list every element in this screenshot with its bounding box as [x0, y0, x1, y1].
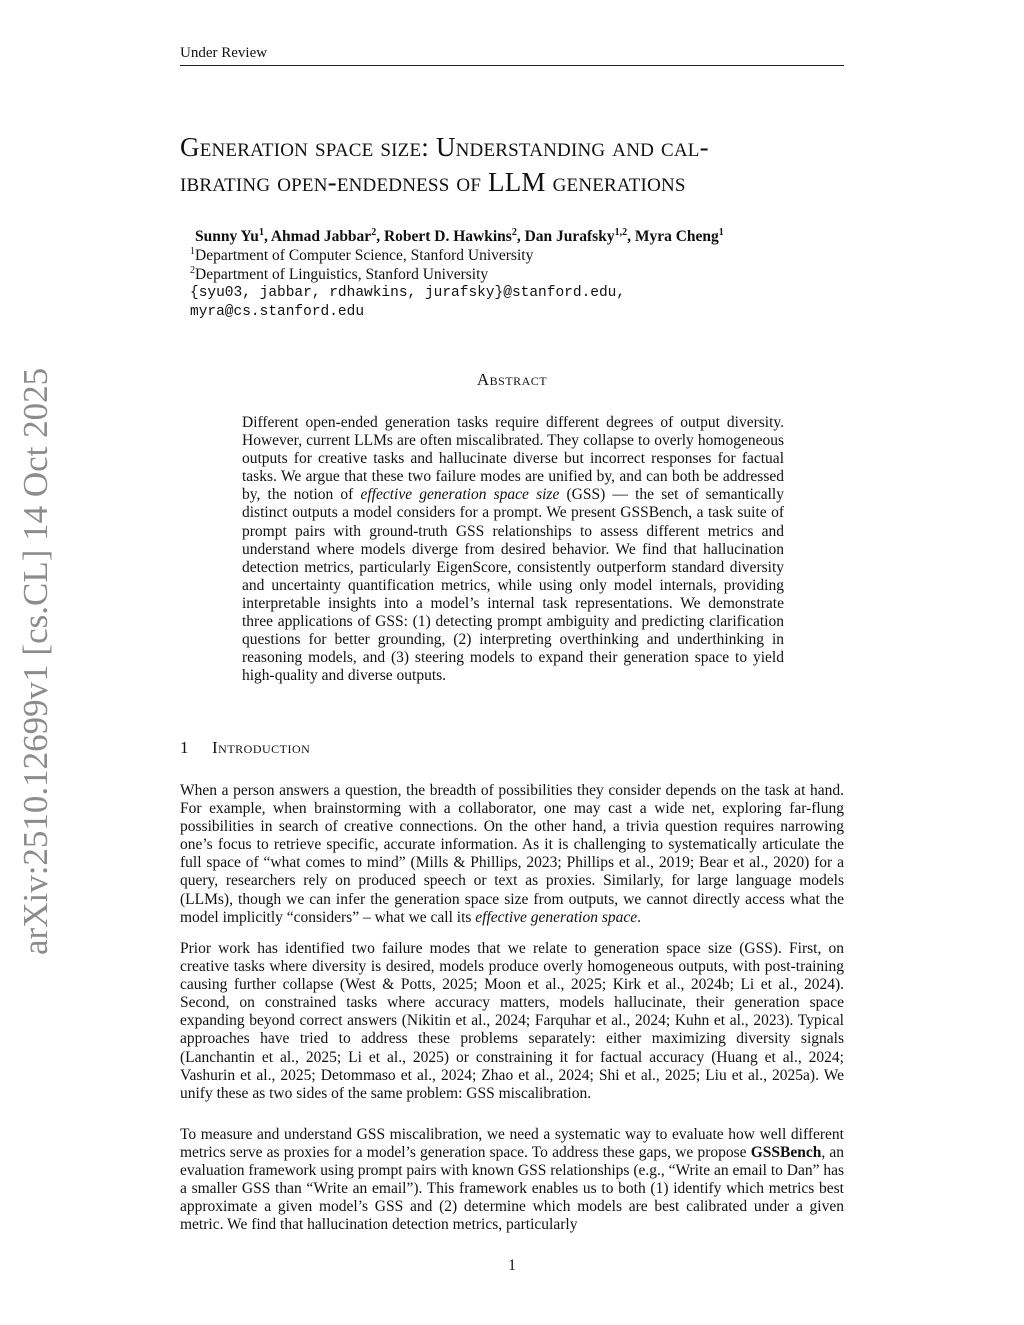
- author-name: Dan Jurafsky: [524, 228, 615, 245]
- abstract-text-part: Different open-ended generation tasks require different degrees of output diversity. However, current LLMs are often miscalibrated. They collapse to overly homogeneous outputs for creative tasks and hallucinate diverse but incorrect responses for factual tasks. We argue that these two failure modes are unified by, and can both be addressed by, the notion of: [242, 414, 784, 504]
- author-block: [190, 227, 850, 322]
- section-title: Introduction: [212, 738, 311, 757]
- author-affiliation-mark: 2: [511, 226, 517, 238]
- running-header: Under Review: [180, 44, 844, 66]
- author-name: Sunny Yu: [195, 228, 259, 245]
- section-number: 1: [180, 738, 189, 757]
- paper-title: [180, 130, 860, 200]
- abstract-text-part: (GSS) — the set of semantically distinct outputs a model considers for a prompt. We present GSSBench, a task suite of prompt pairs with ground-truth GSS relationships to assess different metrics and understand where models diverge from desired behavior. We find that hallucination detection metrics, particularly EigenScore, consistently outperform standard diversity and uncertainty quantification metrics, while using only model internals, providing interpretable insights into a model’s internal task representations. We demonstrate three applications of GSS: (1) detecting prompt ambiguity and predicting clarification questions for better grounding, (2) interpreting overthinking and underthinking in reasoning models, and (3) steering models to expand their generation space to yield high-quality and diverse outputs.: [242, 486, 784, 685]
- affiliation-mark: 2: [190, 264, 195, 276]
- intro-paragraph-3: [180, 1126, 844, 1235]
- author-affiliation-mark: 1: [718, 226, 724, 238]
- affiliation-2: [190, 265, 850, 284]
- intro-paragraph-2: Prior work has identified two failure modes that we relate to generation space size (GSS). First, on creative tasks where diversity is desired, models produce overly homogeneous outputs, with post-training causing further collapse (West & Potts, 2025; Moon et al., 2025; Kirk et al., 2024b; Li et al., 2024). Second, on constrained tasks where accuracy matters, models hallucinate, their generation space expanding beyond correct answers (Nikitin et al., 2024; Farquhar et al., 2024; Kuhn et al., 2023). Typical approaches have tried to address these problems separately: either maximizing diversity signals (Lanchantin et al., 2025; Li et al., 2025) or constraining it for factual accuracy (Huang et al., 2024; Vashurin et al., 2025; Detommaso et al., 2024; Zhao et al., 2024; Shi et al., 2025; Liu et al., 2025a). We unify these as two sides of the same problem: GSS miscalibration.: [180, 940, 844, 1102]
- paragraph-emphasis: effective generation space: [475, 908, 638, 926]
- paper-title-line-1: Generation space size: Understanding and cal-: [180, 132, 709, 162]
- author-emails-line-1: {syu03, jabbar, rdhawkins, jurafsky}@stanford.edu,: [190, 285, 626, 301]
- affiliation-mark: 1: [190, 245, 195, 257]
- author-affiliation-mark: 1,2: [614, 226, 628, 238]
- author-emails-line-2: myra@cs.stanford.edu: [190, 304, 365, 320]
- intro-paragraph-1: [180, 782, 844, 927]
- paragraph-text: .: [637, 908, 641, 926]
- affiliation-text: Department of Computer Science, Stanford University: [195, 247, 534, 264]
- author-affiliation-mark: 1: [258, 226, 264, 238]
- paragraph-text: , an evaluation framework using prompt pairs with known GSS relationships (e.g., “Write an email to Dan” has a smaller GSS than “Write an email”). This framework enables us to both (1) identify which metrics best approximate a given model’s GSS and (2) determine which models are best calibrated under a given metric. We find that hallucination detection metrics, particularly: [180, 1144, 845, 1234]
- section-heading-introduction: [180, 738, 310, 758]
- author-affiliation-mark: 2: [371, 226, 377, 238]
- affiliation-1: [190, 246, 850, 265]
- author-name: Myra Cheng: [634, 228, 719, 245]
- arxiv-identifier: arXiv:2510.12699v1 [cs.CL] 14 Oct 2025: [16, 367, 55, 955]
- abstract-text: [242, 414, 784, 685]
- abstract-emphasis: effective generation space size: [360, 486, 560, 504]
- paragraph-bold: GSSBench: [750, 1144, 822, 1162]
- paragraph-text: To measure and understand GSS miscalibration, we need a systematic way to evaluate how well different metrics serve as proxies for a model’s generation space. To address these gaps, we propose: [180, 1126, 844, 1162]
- paragraph-text: When a person answers a question, the breadth of possibilities they consider depends on the task at hand. For example, when brainstorming with a collaborator, one may cast a wide net, exploring far-flung possibilities in search of creative connections. On the other hand, a trivia question requires narrowing one’s focus to retrieve specific, accurate information. As it is challenging to systematically articulate the full space of “what comes to mind” (Mills & Phillips, 2023; Phillips et al., 2019; Bear et al., 2020) for a query, researchers rely on produced speech or text as proxies. Similarly, for large language models (LLMs), though we can infer the generation space size from outputs, we cannot directly access what the model implicitly “considers” – what we call its: [180, 782, 844, 926]
- page-number: 1: [508, 1257, 516, 1274]
- author-names: Sunny Yu$^1$, Ahmad Jabbar$^2$, Robert D. Hawkins$^2$, Dan Jurafsky$^{1,2}$, Myra Cheng$^1$: [195, 226, 724, 245]
- abstract-heading: Abstract: [476, 370, 548, 389]
- affiliation-text: Department of Linguistics, Stanford University: [195, 266, 489, 283]
- paper-title-line-2: ibrating open-endedness of LLM generations: [180, 167, 686, 197]
- author-name: Robert D. Hawkins: [383, 228, 512, 245]
- author-name: Ahmad Jabbar: [270, 228, 372, 245]
